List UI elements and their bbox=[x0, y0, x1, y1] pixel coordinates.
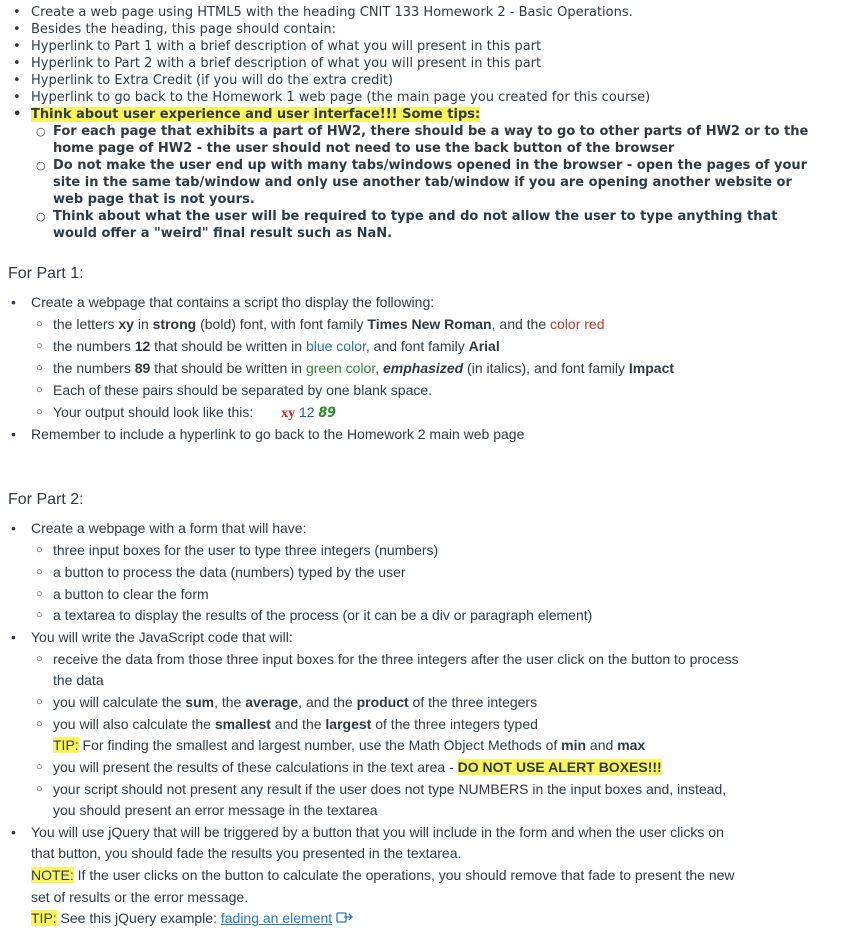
text: 12 bbox=[134, 338, 151, 354]
text: Times New Roman bbox=[367, 316, 492, 332]
text: For finding the smallest and largest number, use the Math Object Methods of bbox=[78, 737, 562, 753]
text: you will calculate the bbox=[53, 694, 186, 710]
list-item: ○ Each of these pairs should be separated by one blank space. bbox=[53, 380, 432, 401]
sample-output-12: 12 bbox=[298, 404, 315, 420]
text: the numbers bbox=[53, 338, 135, 354]
list-item: ○ Do not make the user end up with many tabs/windows opened in the browser - open the pages of your bbox=[53, 157, 807, 174]
text: color red bbox=[550, 316, 605, 332]
list-item: • Hyperlink to Extra Credit (if you will do the extra credit) bbox=[31, 72, 393, 89]
list-item: ○ a button to process the data (numbers) typed by the user bbox=[53, 562, 406, 583]
list-item bbox=[53, 314, 604, 335]
list-item: the data bbox=[53, 672, 104, 688]
highlighted-text: Think about user experience and user interface!!! Some tips: bbox=[31, 107, 481, 122]
list-item: • You will write the JavaScript code that will: bbox=[31, 627, 293, 648]
list-item: • You will use jQuery that will be triggered by a button that you will include in the form and when the user clicks on bbox=[31, 822, 724, 843]
note-label: NOTE: bbox=[31, 867, 74, 883]
text: xy bbox=[118, 316, 134, 332]
list-item: ○ a button to clear the form bbox=[53, 584, 209, 605]
list-item bbox=[31, 106, 480, 123]
part2-heading: For Part 2: bbox=[8, 491, 84, 508]
text: , and the bbox=[298, 694, 357, 710]
list-item: ○ a textarea to display the results of the process (or it can be a div or paragraph element) bbox=[53, 605, 592, 626]
tip-line bbox=[31, 908, 354, 930]
list-item: ○ For each page that exhibits a part of HW2, there should be a way to go to other parts of HW2 or to the bbox=[53, 123, 808, 140]
list-item: ○ Think about what the user will be required to type and do not allow the user to type anything that bbox=[53, 208, 777, 225]
text: average bbox=[245, 694, 299, 710]
fading-element-link[interactable]: fading an element bbox=[220, 910, 333, 926]
list-item: • Remember to include a hyperlink to go back to the Homework 2 main web page bbox=[31, 424, 524, 445]
text: strong bbox=[152, 316, 197, 332]
list-item: • Hyperlink to Part 2 with a brief description of what you will present in this part bbox=[31, 55, 541, 72]
list-item: • Besides the heading, this page should contain: bbox=[31, 21, 336, 38]
sample-output-89: 89 bbox=[318, 405, 336, 421]
text: , and font family bbox=[365, 338, 469, 354]
text: smallest bbox=[214, 716, 271, 732]
text: (bold) font, with font family bbox=[196, 316, 368, 332]
list-item: home page of HW2 - the user should not need to use the back button of the browser bbox=[53, 141, 675, 156]
list-item bbox=[53, 757, 662, 778]
list-item: • Create a web page using HTML5 with the heading CNIT 133 Homework 2 - Basic Operations. bbox=[31, 4, 633, 21]
list-item bbox=[53, 692, 537, 713]
text: product bbox=[356, 694, 409, 710]
list-item: ○ three input boxes for the user to type three integers (numbers) bbox=[53, 540, 438, 561]
text: Arial bbox=[468, 338, 500, 354]
highlighted-text: DO NOT USE ALERT BOXES!!! bbox=[457, 759, 662, 775]
text: , the bbox=[214, 694, 246, 710]
list-item: • Create a webpage with a form that will have: bbox=[31, 518, 306, 539]
text: If the user clicks on the button to calculate the operations, you should remove that fade to present the new bbox=[73, 867, 735, 883]
text: , bbox=[375, 360, 384, 376]
list-item: would offer a "weird" final result such as NaN. bbox=[53, 226, 393, 241]
text: that should be written in bbox=[150, 360, 306, 376]
list-item: that button, you should fade the results you presented in the textarea. bbox=[31, 845, 462, 861]
text: green color bbox=[305, 360, 376, 376]
text: 89 bbox=[134, 360, 151, 376]
part1-heading: For Part 1: bbox=[8, 265, 84, 282]
text: in bbox=[133, 316, 153, 332]
tip-label: TIP: bbox=[31, 910, 57, 926]
tip-line bbox=[53, 735, 645, 756]
list-item: ○ your script should not present any result if the user does not type NUMBERS in the input boxes and, instead, bbox=[53, 779, 726, 800]
text: that should be written in bbox=[150, 338, 306, 354]
list-item: set of results or the error message. bbox=[31, 889, 249, 905]
text: you will present the results of these calculations in the text area - bbox=[53, 759, 458, 775]
text: you will also calculate the bbox=[53, 716, 215, 732]
list-item: • Create a webpage that contains a script tho display the following: bbox=[31, 292, 434, 313]
text: and bbox=[586, 737, 618, 753]
text: See this jQuery example: bbox=[56, 910, 221, 926]
text: largest bbox=[325, 716, 372, 732]
text: min bbox=[561, 737, 587, 753]
text: sum bbox=[185, 694, 215, 710]
text: blue color bbox=[305, 338, 366, 354]
list-item: you should present an error message in the textarea bbox=[53, 802, 378, 818]
text: max bbox=[617, 737, 646, 753]
text: Impact bbox=[628, 360, 675, 376]
list-item: site in the same tab/window and only use another tab/window if you are opening another website or bbox=[53, 175, 792, 190]
sample-output-xy: xy bbox=[281, 406, 296, 421]
text: of the three integers bbox=[408, 694, 538, 710]
list-item bbox=[53, 358, 674, 379]
text: of the three integers typed bbox=[371, 716, 538, 732]
list-item: • Hyperlink to go back to the Homework 1 web page (the main page you created for this course) bbox=[31, 89, 650, 106]
text: and the bbox=[270, 716, 326, 732]
text: the letters bbox=[53, 316, 119, 332]
list-item bbox=[53, 336, 500, 357]
list-item bbox=[53, 402, 336, 424]
note-line bbox=[31, 865, 735, 886]
list-item: • Hyperlink to Part 1 with a brief description of what you will present in this part bbox=[31, 38, 541, 55]
text: (in italics), and font family bbox=[463, 360, 629, 376]
text: emphasized bbox=[383, 360, 464, 376]
list-item: web page that is not yours. bbox=[53, 192, 255, 207]
text: , and the bbox=[491, 316, 551, 332]
tip-label: TIP: bbox=[53, 737, 79, 753]
external-link-icon[interactable] bbox=[336, 909, 354, 930]
list-item: ○ receive the data from those three input boxes for the three integers after the user click on the button to process bbox=[53, 649, 739, 670]
text: Your output should look like this: bbox=[53, 404, 254, 420]
list-item bbox=[53, 714, 538, 735]
text: the numbers bbox=[53, 360, 135, 376]
